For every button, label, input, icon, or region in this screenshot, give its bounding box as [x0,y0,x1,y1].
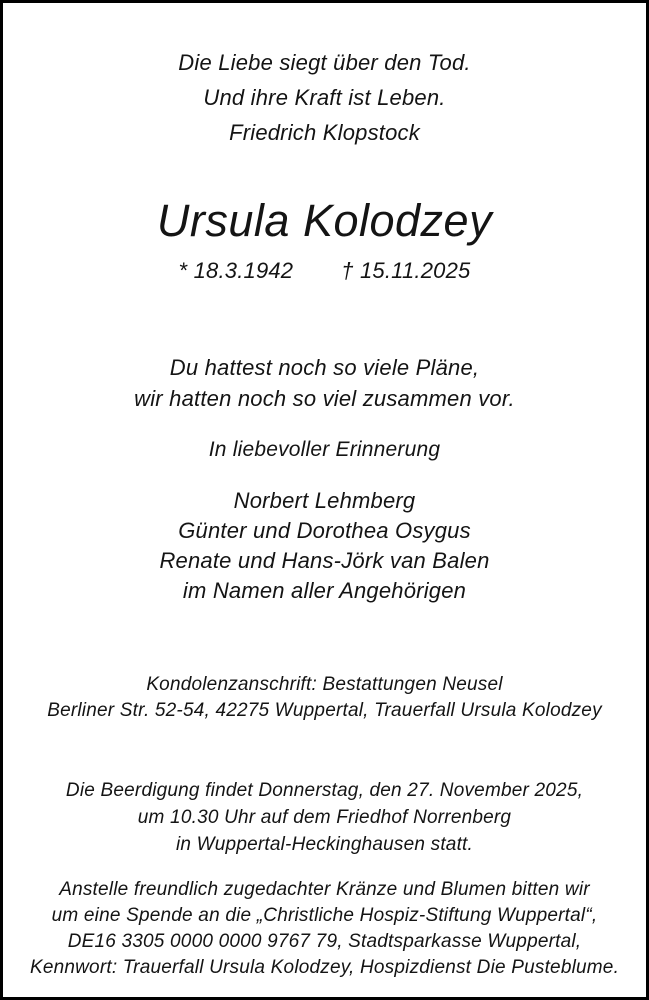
mourner-name: Norbert Lehmberg [233,488,416,513]
epigraph-attribution: Friedrich Klopstock [229,120,420,145]
remembrance-line: In liebevoller Erinnerung [208,438,441,461]
donation-info [3,877,646,981]
funeral-line-3: in Wuppertal-Heckinghausen statt. [175,834,474,855]
memorial-poem [3,352,646,414]
birth-date: * 18.3.1942 [178,258,294,283]
poem-line-2: wir hatten noch so viel zusammen vor. [134,386,515,411]
mourner-name: Günter und Dorothea Osygus [178,518,471,543]
donation-line-3: DE16 3305 0000 0000 9767 79, Stadtsparkasse Wuppertal, [67,931,582,952]
condolence-line-1: Kondolenzanschrift: Bestattungen Neusel [146,674,503,695]
epigraph-line-2: Und ihre Kraft ist Leben. [203,85,446,110]
epigraph [3,45,646,150]
life-dates [3,256,646,286]
donation-line-4: Kennwort: Trauerfall Ursula Kolodzey, Hospizdienst Die Pusteblume. [29,957,620,978]
funeral-info [3,777,646,858]
donation-line-1: Anstelle freundlich zugedachter Kränze und Blumen bitten wir [59,879,590,900]
poem-line-1: Du hattest noch so viele Pläne, [169,355,480,380]
mourner-name: Renate und Hans-Jörk van Balen [159,548,490,573]
condolence-line-2: Berliner Str. 52-54, 42275 Wuppertal, Trauerfall Ursula Kolodzey [47,700,602,721]
condolence-address [3,672,646,724]
donation-line-2: um eine Spende an die „Christliche Hospiz-Stiftung Wuppertal“, [51,905,598,926]
funeral-line-1: Die Beerdigung findet Donnerstag, den 27. November 2025, [65,780,584,801]
epigraph-line-1: Die Liebe siegt über den Tod. [178,50,471,75]
mourners-closing-line: im Namen aller Angehörigen [182,578,467,603]
funeral-line-2: um 10.30 Uhr auf dem Friedhof Norrenberg [137,807,512,828]
death-date: † 15.11.2025 [341,258,471,283]
deceased-name: Ursula Kolodzey [156,195,493,246]
mourners-list [3,486,646,606]
